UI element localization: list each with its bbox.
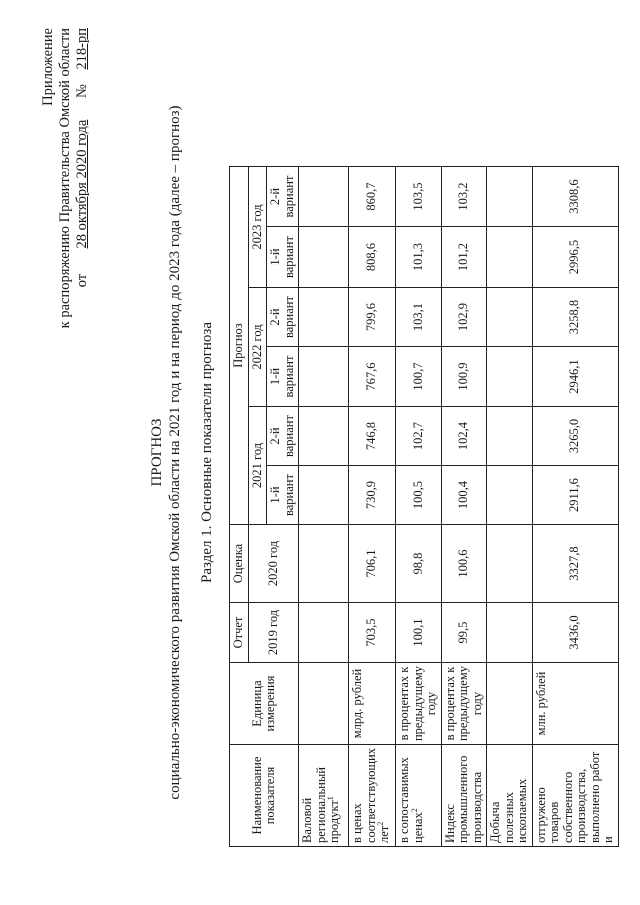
row-name: Валовой региональный продукт$^1$ xyxy=(299,745,349,847)
cell-2021-v2 xyxy=(299,407,349,466)
cell-2021-v2 xyxy=(487,407,533,466)
cell-2022-v2 xyxy=(299,288,349,347)
cell-2022-v1: 2946,1 xyxy=(532,347,618,407)
header-forecast: Прогноз xyxy=(230,167,249,525)
header-2022-variant2: 2-й вариант xyxy=(267,288,299,347)
cell-2023-v1: 101,3 xyxy=(396,227,442,288)
cell-2022-v2 xyxy=(487,288,533,347)
row-unit: млрд. рублей xyxy=(349,663,396,745)
cell-2019: 99,5 xyxy=(441,603,487,663)
date-prefix: от xyxy=(74,273,90,288)
cell-2019 xyxy=(487,603,533,663)
cell-2023-v2: 3308,6 xyxy=(532,167,618,227)
table-row xyxy=(396,167,442,847)
row-unit: в процентах к предыдущему году xyxy=(396,663,442,745)
appendix-date-line xyxy=(74,28,91,328)
header-2022: 2022 год xyxy=(248,288,267,407)
cell-2019 xyxy=(299,603,349,663)
header-2021: 2021 год xyxy=(248,407,267,525)
header-2023-variant2: 2-й вариант xyxy=(267,167,299,227)
cell-2022-v2: 3258,8 xyxy=(532,288,618,347)
cell-2023-v2: 103,2 xyxy=(441,167,487,227)
row-unit xyxy=(487,663,533,745)
section-title: Раздел 1. Основные показатели прогноза xyxy=(199,322,215,583)
header-2023: 2023 год xyxy=(248,167,267,288)
number-prefix: № xyxy=(74,84,90,98)
row-name: отгружено товаров собственного производства, выполнено работ и xyxy=(532,745,618,847)
header-2019: 2019 год xyxy=(248,603,299,663)
appendix-decree: к распоряжению Правительства Омской области xyxy=(57,28,73,329)
row-name: в сопоставимых ценах$^2$ xyxy=(396,745,442,847)
cell-2020 xyxy=(299,525,349,603)
cell-2021-v1: 100,5 xyxy=(396,466,442,525)
header-name: Наименование показателя xyxy=(230,745,299,847)
row-name: в ценах соответствующих лет$^2$ xyxy=(349,745,396,847)
row-unit: млн. рублей xyxy=(532,663,618,745)
header-unit: Единица измерения xyxy=(230,663,299,745)
cell-2019: 703,5 xyxy=(349,603,396,663)
cell-2023-v2: 103,5 xyxy=(396,167,442,227)
appendix-label: Приложение xyxy=(40,28,56,106)
table-row xyxy=(349,167,396,847)
table-row xyxy=(532,167,618,847)
cell-2022-v1 xyxy=(487,347,533,407)
decree-date: 28 октября 2020 года xyxy=(74,119,90,249)
cell-2020 xyxy=(487,525,533,603)
header-report: Отчет xyxy=(230,603,249,663)
cell-2023-v2 xyxy=(299,167,349,227)
row-unit xyxy=(299,663,349,745)
cell-2020: 706,1 xyxy=(349,525,396,603)
cell-2021-v1: 100,4 xyxy=(441,466,487,525)
header-2020: 2020 год xyxy=(248,525,299,603)
cell-2019: 100,1 xyxy=(396,603,442,663)
title-subheading: социально-экономического развития Омской области на 2021 год и на период до 2023 года (далее – прогноз) xyxy=(167,105,183,800)
cell-2020: 3327,8 xyxy=(532,525,618,603)
cell-2021-v1 xyxy=(299,466,349,525)
appendix-block xyxy=(40,28,91,328)
cell-2021-v1: 2911,6 xyxy=(532,466,618,525)
cell-2023-v1: 2996,5 xyxy=(532,227,618,288)
cell-2023-v1: 808,6 xyxy=(349,227,396,288)
cell-2019: 3436,0 xyxy=(532,603,618,663)
document-title xyxy=(148,0,184,905)
decree-number: 218-рп xyxy=(74,28,90,70)
cell-2020: 100,6 xyxy=(441,525,487,603)
cell-2023-v1 xyxy=(487,227,533,288)
cell-2021-v2: 102,4 xyxy=(441,407,487,466)
table-row xyxy=(441,167,487,847)
cell-2020: 98,8 xyxy=(396,525,442,603)
cell-2022-v2: 102,9 xyxy=(441,288,487,347)
table-row xyxy=(299,167,349,847)
table-row xyxy=(487,167,533,847)
cell-2022-v1: 100,7 xyxy=(396,347,442,407)
cell-2022-v2: 103,1 xyxy=(396,288,442,347)
row-name: Индекс промышленного производства xyxy=(441,745,487,847)
cell-2023-v2: 860,7 xyxy=(349,167,396,227)
header-estimate: Оценка xyxy=(230,525,249,603)
header-2021-variant2: 2-й вариант xyxy=(267,407,299,466)
cell-2022-v1: 767,6 xyxy=(349,347,396,407)
cell-2023-v1 xyxy=(299,227,349,288)
cell-2022-v1 xyxy=(299,347,349,407)
cell-2022-v1: 100,9 xyxy=(441,347,487,407)
cell-2021-v2: 3265,0 xyxy=(532,407,618,466)
title-heading: ПРОГНОЗ xyxy=(149,418,165,487)
row-unit: в процентах к предыдущему году xyxy=(441,663,487,745)
cell-2023-v1: 101,2 xyxy=(441,227,487,288)
cell-2021-v2: 102,7 xyxy=(396,407,442,466)
header-2023-variant1: 1-й вариант xyxy=(267,227,299,288)
header-2022-variant1: 1-й вариант xyxy=(267,347,299,407)
cell-2022-v2: 799,6 xyxy=(349,288,396,347)
header-2021-variant1: 1-й вариант xyxy=(267,466,299,525)
row-name: Добыча полезных ископаемых xyxy=(487,745,533,847)
cell-2023-v2 xyxy=(487,167,533,227)
forecast-table xyxy=(229,166,619,847)
cell-2021-v1: 730,9 xyxy=(349,466,396,525)
cell-2021-v1 xyxy=(487,466,533,525)
cell-2021-v2: 746,8 xyxy=(349,407,396,466)
